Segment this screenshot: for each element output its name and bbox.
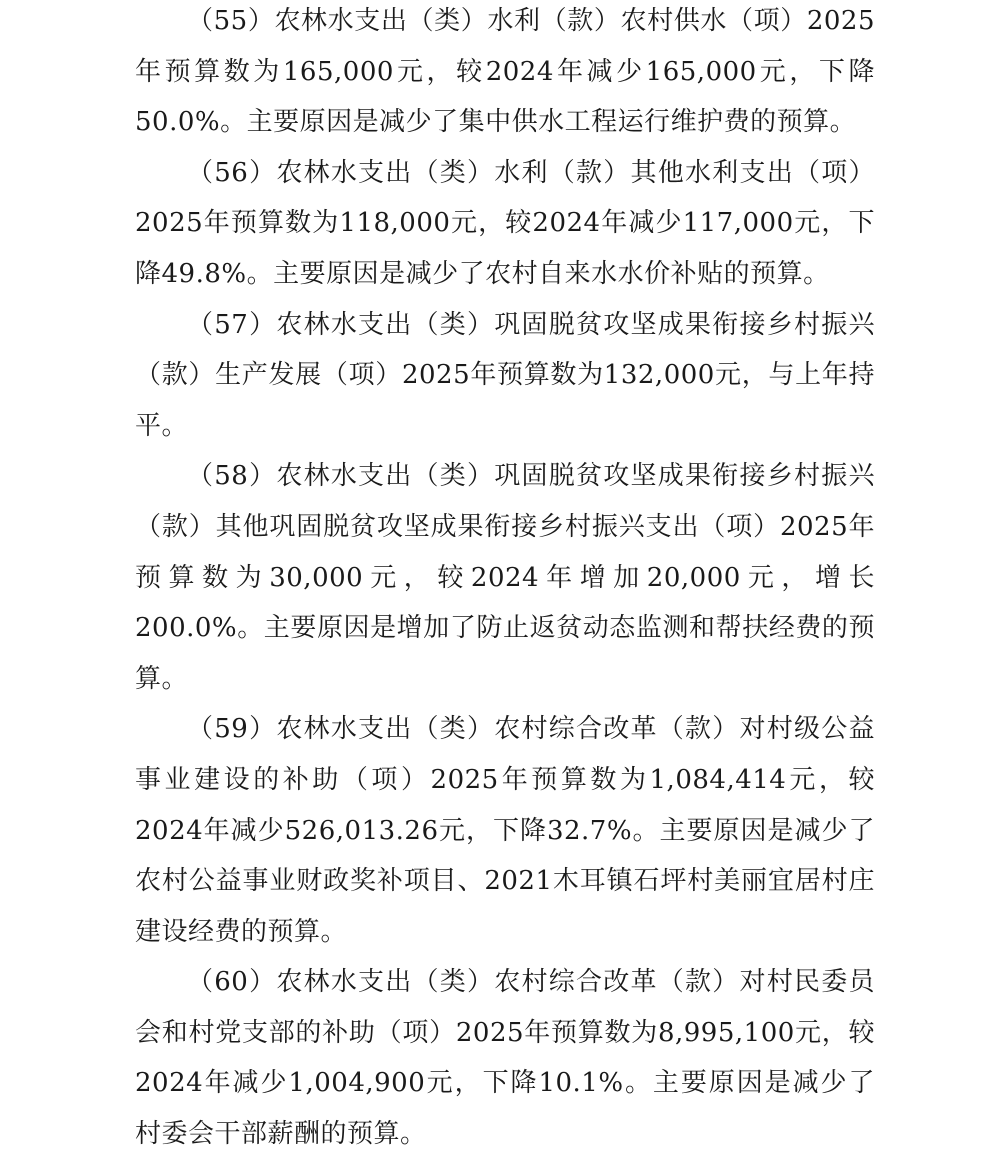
paragraph-58: （58）农林水支出（类）巩固脱贫攻坚成果衔接乡村振兴（款）其他巩固脱贫攻坚成果衔接乡村振兴支出（项）2025年预算数为30,000元，较2024年增加20,000元，增长200.0%。主要原因是增加了防止返贫动态监测和帮扶经费的预算。 (135, 461, 875, 694)
document-page (135, 0, 875, 1160)
paragraph-59: （59）农林水支出（类）农村综合改革（款）对村级公益事业建设的补助（项）2025年预算数为1,084,414元，较2024年减少526,013.26元，下降32.7%。主要原因是减少了农村公益事业财政奖补项目、2021木耳镇石坪村美丽宜居村庄建设经费的预算。 (135, 714, 875, 947)
paragraph-55: （55）农林水支出（类）水利（款）农村供水（项）2025年预算数为165,000元，较2024年减少165,000元，下降50.0%。主要原因是减少了集中供水工程运行维护费的预算。 (135, 6, 875, 138)
paragraph-57: （57）农林水支出（类）巩固脱贫攻坚成果衔接乡村振兴（款）生产发展（项）2025年预算数为132,000元，与上年持平。 (135, 309, 875, 441)
paragraph-60: （60）农林水支出（类）农村综合改革（款）对村民委员会和村党支部的补助（项）2025年预算数为8,995,100元，较2024年减少1,004,900元，下降10.1%。主要原因是减少了村委会干部薪酬的预算。 (135, 967, 875, 1150)
paragraph-56: （56）农林水支出（类）水利（款）其他水利支出（项）2025年预算数为118,000元，较2024年减少117,000元，下降49.8%。主要原因是减少了农村自来水水价补贴的预算。 (135, 157, 875, 289)
